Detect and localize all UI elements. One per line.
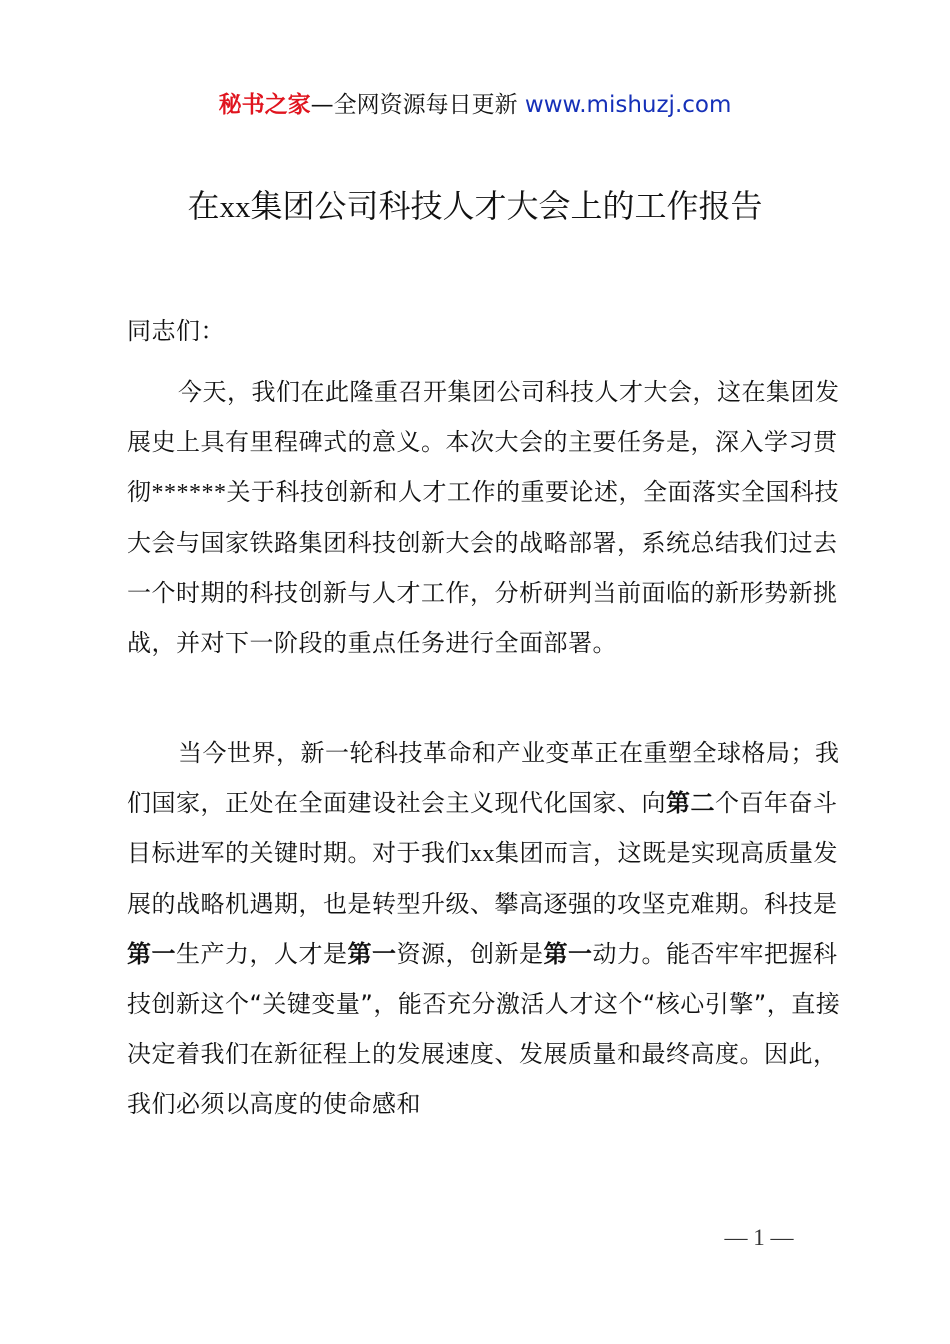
paragraph-1-redacted-stars: ****** (151, 480, 227, 506)
paragraph-2-bold-2: 第一 (127, 940, 176, 968)
paragraph-2-text-4: 生产力，人才是 (176, 940, 348, 968)
site-name: 秘书之家 (218, 92, 311, 118)
site-url-link[interactable]: www.mishuzj.com (524, 92, 732, 118)
site-tagline: —全网资源每日更新 (310, 92, 525, 118)
paragraph-2-text-5: 资源，创新是 (396, 940, 544, 968)
page-number: — 1 — (724, 1225, 794, 1250)
paragraph-2-placeholder-xx: xx (470, 841, 495, 867)
paragraph-1-text-a: 今天，我们在此隆重召开集团公司科技人才大会，这在集团发展史上具有里程碑式的意义。本次大会的主要任务是，深入学习贯彻 (127, 378, 840, 506)
paragraph-2-bold-4: 第一 (543, 940, 593, 968)
paragraph-2-bold-3: 第一 (347, 940, 397, 968)
site-header (0, 88, 950, 122)
paragraph-2-text-2: 个百年奋斗目标进军的关键时期。对于我们 (127, 789, 838, 867)
paragraph-2-bold-1: 第二 (666, 789, 715, 817)
salutation-text: 同志们： (127, 317, 225, 345)
title-suffix: 集团公司科技人才大会上的工作报告 (250, 187, 763, 225)
document-title (0, 184, 950, 229)
title-prefix: 在 (187, 187, 220, 225)
paragraph-2-text-1: 当今世界，新一轮科技革命和产业变革正在重塑全球格局；我们国家，正处在全面建设社会主义现代化国家、向 (127, 739, 840, 817)
salutation (127, 306, 847, 356)
paragraph-2 (127, 728, 847, 1129)
paragraph-1-text-b: 关于科技创新和人才工作的重要论述，全面落实全国科技大会与国家铁路集团科技创新大会的战略部署，系统总结我们过去一个时期的科技创新与人才工作，分析研判当前面临的新形势新挑战，并对下一阶段的重点任务进行全面部署。 (127, 478, 839, 657)
title-placeholder-xx: xx (219, 189, 251, 224)
paragraph-2-text-3: 集团而言，这既是实现高质量发展的战略机遇期，也是转型升级、攀高逐强的攻坚克难期。科技是 (127, 839, 838, 918)
paragraph-2-text-6: 动力。能否牢牢把握科技创新这个“关键变量”，能否充分激活人才这个“核心引擎”，直接决定着我们在新征程上的发展速度、发展质量和最终高度。因此，我们必须以高度的使命感和 (127, 940, 841, 1118)
paragraph-1 (127, 367, 847, 668)
